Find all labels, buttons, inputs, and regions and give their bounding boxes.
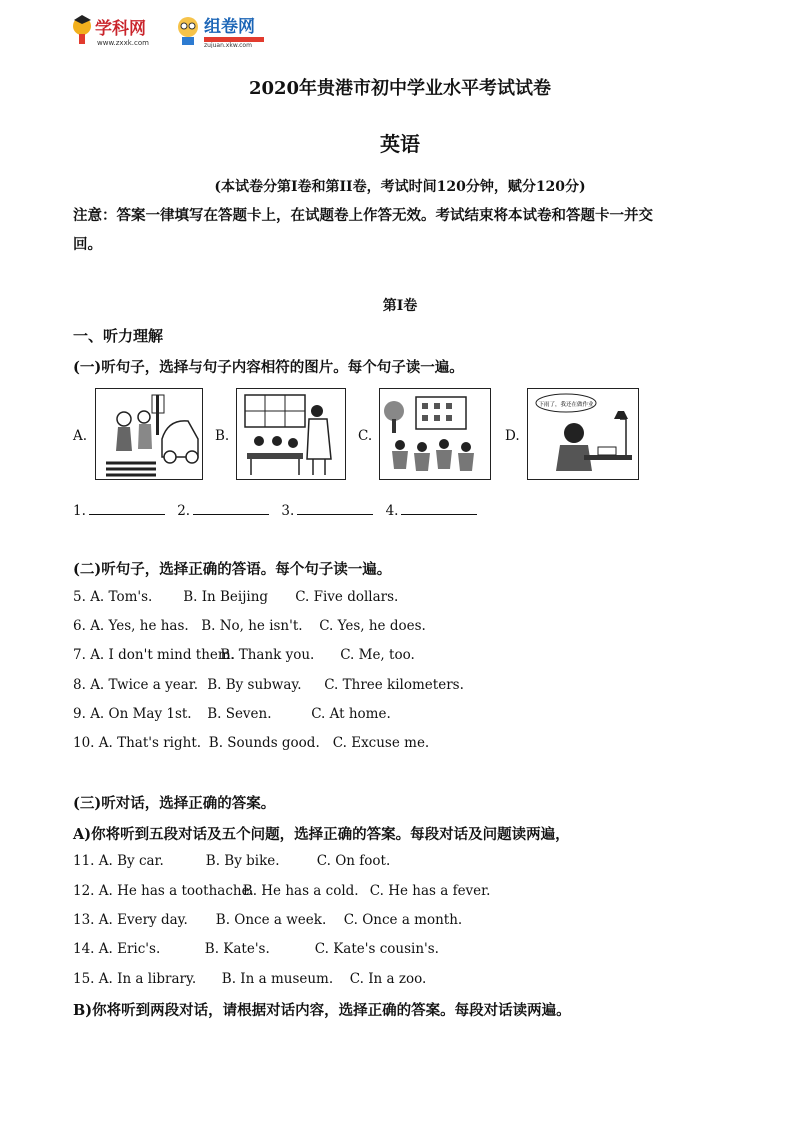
part3b-heading: B)你将听到两段对话，请根据对话内容，选择正确的答案。每段对话读两遍。 — [73, 1002, 571, 1019]
option-a: A. I don't mind them. — [90, 647, 235, 663]
question-row — [73, 912, 462, 928]
zxxk-logo — [70, 12, 170, 48]
option-c: C. Me, too. — [340, 647, 415, 663]
blank-label: 2. — [177, 503, 191, 519]
option-a: A. Twice a year. — [90, 677, 199, 693]
notice-line-1: 注意：答案一律填写在答题卡上，在试题卷上作答无效。考试结束将本试卷和答题卡一并交 — [73, 207, 653, 224]
option-c: C. Kate's cousin's. — [314, 941, 439, 957]
question-row — [73, 618, 426, 634]
blank-label: 1. — [73, 503, 86, 519]
school-yard-scene-icon — [380, 389, 490, 479]
option-b: B. Thank you. — [220, 647, 315, 663]
question-row — [73, 589, 398, 605]
picture-label-a: A. — [73, 428, 88, 444]
option-c: C. Excuse me. — [332, 735, 430, 751]
option-c: C. He has a fever. — [369, 883, 491, 899]
option-a: A. Every day. — [98, 912, 188, 928]
part3-heading: (三)听对话，选择正确的答案。 — [73, 795, 276, 812]
subject-title: 英语 — [380, 132, 420, 156]
option-c: C. On foot. — [316, 853, 391, 869]
picture-label-c: C. — [358, 428, 373, 444]
question-number: 15. — [73, 971, 95, 987]
blank-label: 4. — [385, 503, 399, 519]
question-row — [73, 735, 429, 751]
option-a: A. By car. — [98, 853, 164, 869]
picture-answer-blanks — [73, 500, 485, 519]
notice-line-2: 回。 — [73, 236, 102, 253]
question-row — [73, 971, 426, 987]
option-b: B. Once a week. — [215, 912, 327, 928]
svg-text:www.zxxk.com: www.zxxk.com — [97, 39, 149, 47]
zujuan-logo — [176, 12, 296, 48]
option-c: C. Yes, he does. — [319, 618, 426, 634]
answer-blank — [401, 500, 477, 515]
question-row — [73, 941, 439, 957]
option-a: A. Yes, he has. — [90, 618, 189, 634]
classroom-scene-icon — [237, 389, 345, 479]
question-number: 8. — [73, 677, 86, 693]
question-number: 14. — [73, 941, 95, 957]
option-c: C. At home. — [311, 706, 391, 722]
picture-label-b: B. — [215, 428, 230, 444]
section-heading: 一、听力理解 — [73, 327, 164, 345]
option-c: C. Once a month. — [343, 912, 463, 928]
option-a: A. Eric's. — [98, 941, 161, 957]
option-c: C. Five dollars. — [295, 589, 399, 605]
question-number: 5. — [73, 589, 86, 605]
exam-notice — [73, 201, 733, 259]
part3a-heading: A)你将听到五段对话及五个问题，选择正确的答案。每段对话及问题读两遍， — [73, 826, 570, 843]
answer-blank — [297, 500, 373, 515]
homework-scene-icon — [528, 389, 638, 479]
blank-label: 3. — [281, 503, 295, 519]
option-a: A. He has a toothache. — [98, 883, 254, 899]
question-number: 12. — [73, 883, 95, 899]
question-number: 9. — [73, 706, 86, 722]
question-number: 13. — [73, 912, 95, 928]
option-a: A. Tom's. — [90, 589, 153, 605]
exam-info: (本试卷分第I卷和第II卷，考试时间120分钟，赋分120分) — [214, 179, 586, 195]
option-b: B. Seven. — [207, 706, 272, 722]
option-b: B. He has a cold. — [242, 883, 359, 899]
option-a: A. On May 1st. — [90, 706, 192, 722]
question-number: 7. — [73, 647, 86, 663]
question-row — [73, 706, 391, 722]
option-b: B. In Beijing — [183, 589, 269, 605]
svg-text:下雨了，我还在做作业: 下雨了，我还在做作业 — [538, 402, 594, 408]
option-b: B. In a museum. — [221, 971, 334, 987]
question-number: 10. — [73, 735, 95, 751]
question-row — [73, 647, 415, 663]
question-row — [73, 677, 464, 693]
question-row — [73, 883, 490, 899]
header-logos — [70, 10, 300, 50]
picture-c — [379, 388, 491, 480]
picture-label-d: D. — [505, 428, 520, 444]
option-a: A. In a library. — [98, 971, 197, 987]
question-row — [73, 853, 390, 869]
part2-heading: (二)听句子，选择正确的答语。每个句子读一遍。 — [73, 561, 392, 578]
svg-text:学科网: 学科网 — [95, 19, 146, 39]
option-a: A. That's right. — [98, 735, 202, 751]
svg-text:zujuan.xkw.com: zujuan.xkw.com — [204, 42, 252, 48]
part1-heading: (一)听句子，选择与句子内容相符的图片。每个句子读一遍。 — [73, 359, 464, 376]
option-b: B. Sounds good. — [208, 735, 320, 751]
picture-d — [527, 388, 639, 480]
option-c: C. Three kilometers. — [324, 677, 464, 693]
question-number: 6. — [73, 618, 86, 634]
option-b: B. No, he isn't. — [201, 618, 303, 634]
exam-title: 2020年贵港市初中学业水平考试试卷 — [248, 78, 552, 99]
option-b: B. By bike. — [205, 853, 280, 869]
option-b: B. Kate's. — [204, 941, 270, 957]
volume-title: 第I卷 — [382, 298, 418, 314]
answer-blank — [89, 500, 165, 515]
question-number: 11. — [73, 853, 95, 869]
option-c: C. In a zoo. — [349, 971, 427, 987]
answer-blank — [193, 500, 269, 515]
picture-a — [95, 388, 203, 480]
picture-b — [236, 388, 346, 480]
crosswalk-scene-icon — [96, 389, 202, 479]
option-b: B. By subway. — [207, 677, 302, 693]
svg-text:组卷网: 组卷网 — [204, 17, 255, 37]
